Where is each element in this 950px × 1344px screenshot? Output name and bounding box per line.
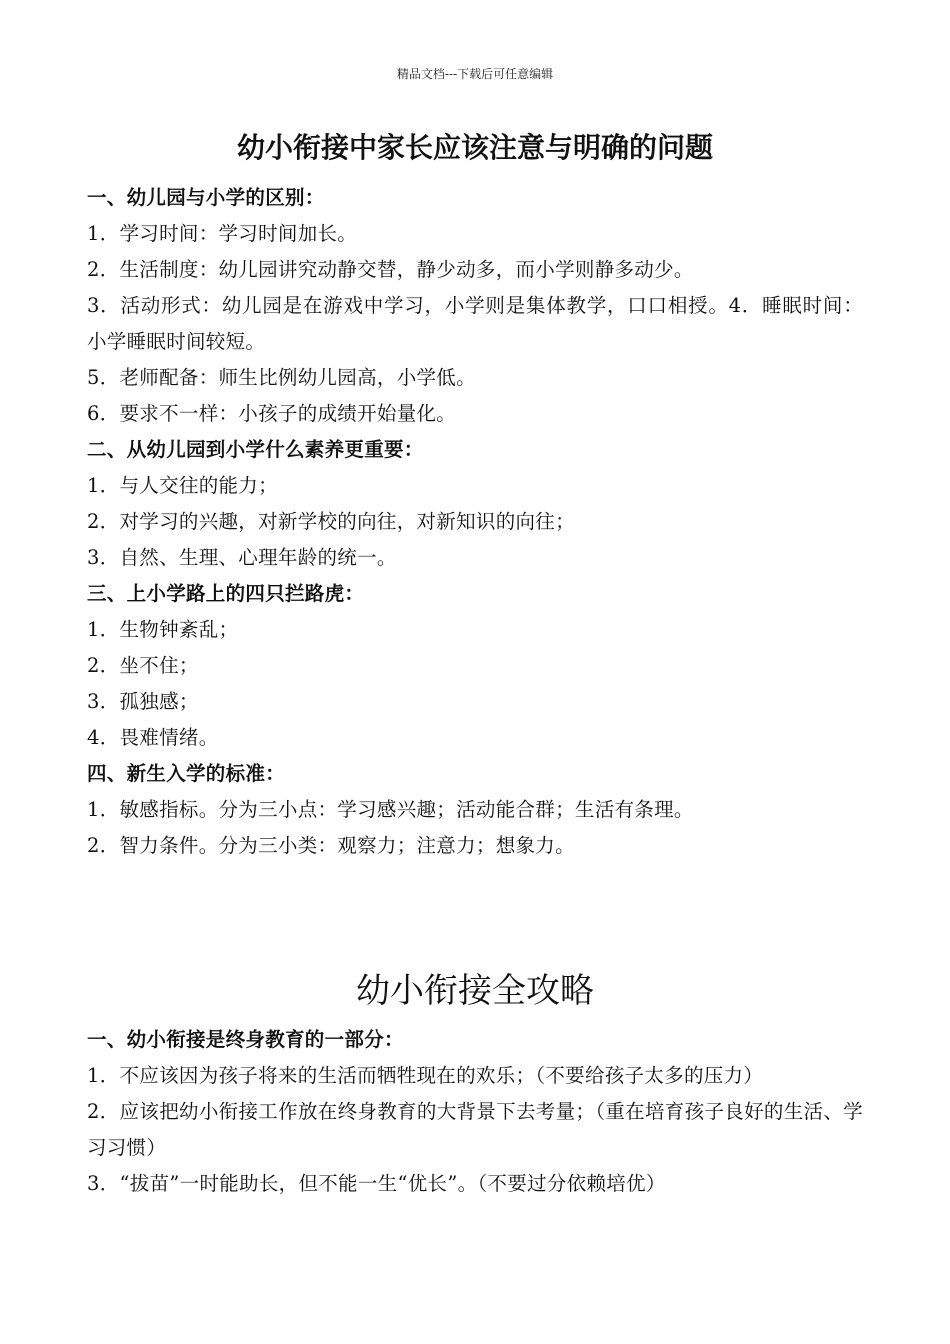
text-line: 3．孤独感；	[87, 690, 199, 713]
text-line: 3．自然、生理、心理年龄的统一。	[87, 546, 397, 569]
section-heading: 一、幼儿园与小学的区别：	[87, 186, 325, 209]
section-heading: 二、从幼儿园到小学什么素养更重要：	[87, 438, 424, 461]
text-line: 3．活动形式：幼儿园是在游戏中学习，小学则是集体教学，口口相授。4．睡眠时间：小学睡眠时间较短。	[87, 294, 863, 353]
article-body-2	[87, 1022, 863, 1202]
text-line: 5．老师配备：师生比例幼儿园高，小学低。	[87, 366, 476, 389]
text-line: 1．不应该因为孩子将来的生活而牺牲现在的欢乐；（不要给孩子太多的压力）	[87, 1064, 764, 1087]
text-line: 1．学习时间：学习时间加长。	[87, 222, 358, 245]
article-section-2	[87, 968, 863, 1202]
text-line: 2．坐不住；	[87, 654, 199, 677]
article-body-1	[87, 180, 863, 864]
article-title-1: 幼小衔接中家长应该注意与明确的问题	[236, 131, 713, 164]
section-heading: 一、幼小衔接是终身教育的一部分：	[87, 1028, 404, 1051]
section-heading: 三、上小学路上的四只拦路虎：	[87, 582, 365, 605]
text-line: 1．生物钟紊乱；	[87, 618, 239, 641]
text-line: 2．对学习的兴趣，对新学校的向往，对新知识的向往；	[87, 510, 575, 533]
text-line: 2．应该把幼小衔接工作放在终身教育的大背景下去考量；（重在培育孩子良好的生活、学习习惯）	[87, 1100, 863, 1159]
section-heading: 四、新生入学的标准：	[87, 762, 286, 785]
text-line: 3．“拔苗”一时能助长，但不能一生“优长”。（不要过分依赖培优）	[87, 1172, 666, 1195]
text-line: 1．敏感指标。分为三小点：学习感兴趣；活动能合群；生活有条理。	[87, 798, 694, 821]
text-line: 4．畏难情绪。	[87, 726, 219, 749]
text-line: 1．与人交往的能力；	[87, 474, 278, 497]
text-line: 2．智力条件。分为三小类：观察力；注意力；想象力。	[87, 834, 575, 857]
article-title-2: 幼小衔接全攻略	[356, 971, 594, 1011]
article-section-1	[87, 128, 863, 864]
page-header: 精品文档---下载后可任意编辑	[396, 67, 554, 81]
text-line: 2．生活制度：幼儿园讲究动静交替，静少动多，而小学则静多动少。	[87, 258, 694, 281]
text-line: 6．要求不一样：小孩子的成绩开始量化。	[87, 402, 457, 425]
